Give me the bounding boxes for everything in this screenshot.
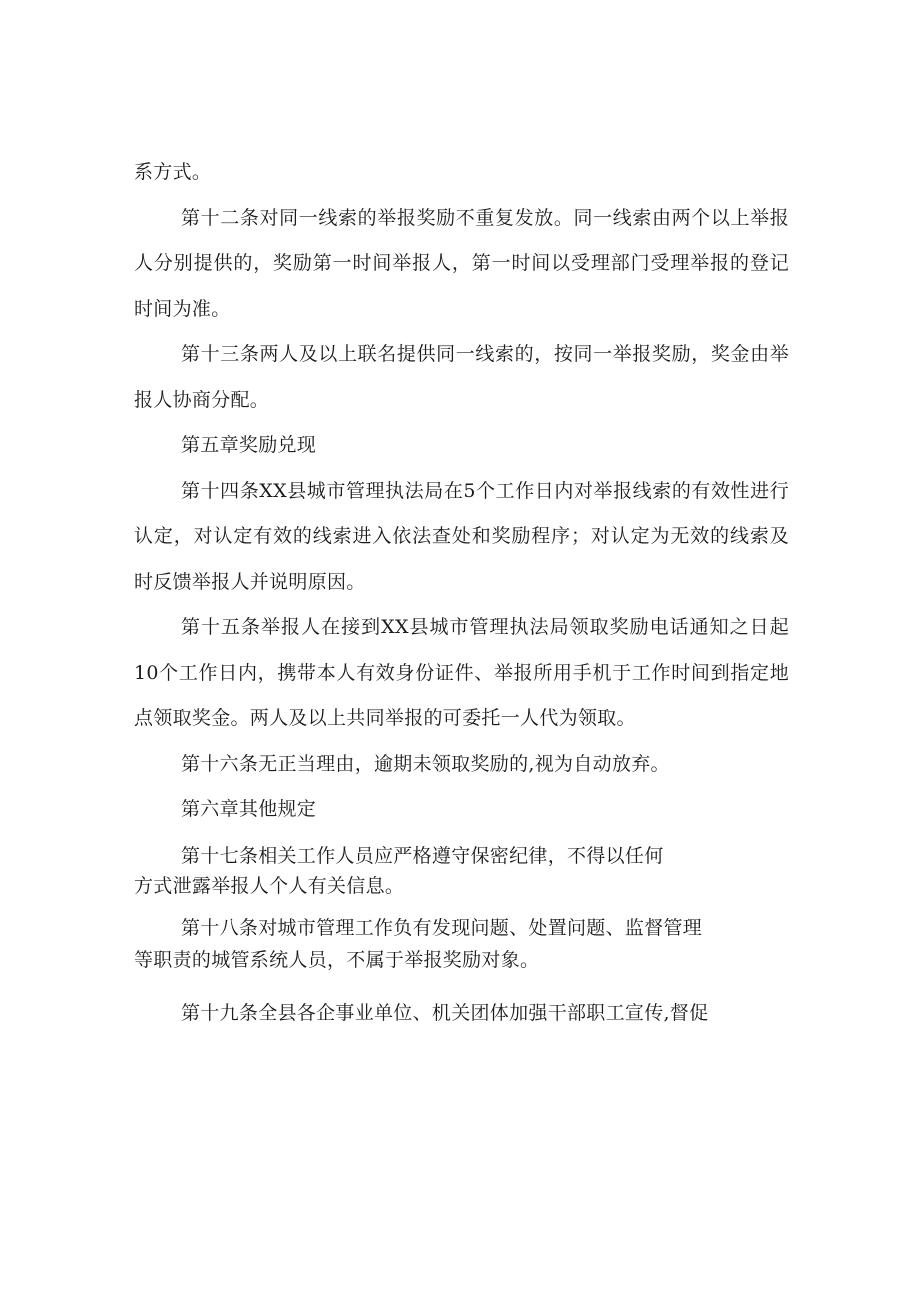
article-14: 第十四条XX县城市管理执法局在5个工作日内对举报线索的有效性进行认定，对认定有效的线索进入依法查处和奖励程序；对认定为无效的线索及时反馈举报人并说明原因。 xyxy=(134,479,789,593)
document-body xyxy=(134,150,789,1036)
article-17-line-2: 方式泄露举报人个人有关信息。 xyxy=(134,874,405,897)
chapter-6-heading: 第六章其他规定 xyxy=(181,798,317,820)
article-15: 第十五条举报人在接到XX县城市管理执法局领取奖励电话通知之日起10个工作日内，携带本人有效身份证件、举报所用手机于工作时间到指定地点领取奖金。两人及以上共同举报的可委托一人代为领取。 xyxy=(134,616,789,729)
paragraph-continuation: 系方式。 xyxy=(134,161,212,183)
article-18-line-2: 等职责的城管系统人员，不属于举报奖励对象。 xyxy=(134,948,540,971)
article-19: 第十九条全县各企事业单位、机关团体加强干部职工宣传,督促 xyxy=(181,1001,709,1024)
article-13: 第十三条两人及以上联名提供同一线索的，按同一举报奖励，奖金由举报人协商分配。 xyxy=(134,343,789,411)
chapter-5-heading: 第五章奖励兑现 xyxy=(181,434,317,456)
article-16: 第十六条无正当理由，逾期未领取奖励的,视为自动放弃。 xyxy=(181,752,670,775)
article-18-line-1: 第十八条对城市管理工作负有发现问题、处置问题、监督管理 xyxy=(181,916,703,939)
article-12: 第十二条对同一线索的举报奖励不重复发放。同一线索由两个以上举报人分别提供的，奖励第一时间举报人，第一时间以受理部门受理举报的登记时间为准。 xyxy=(134,206,789,320)
article-17-line-1: 第十七条相关工作人员应严格遵守保密纪律，不得以任何 xyxy=(181,844,664,867)
